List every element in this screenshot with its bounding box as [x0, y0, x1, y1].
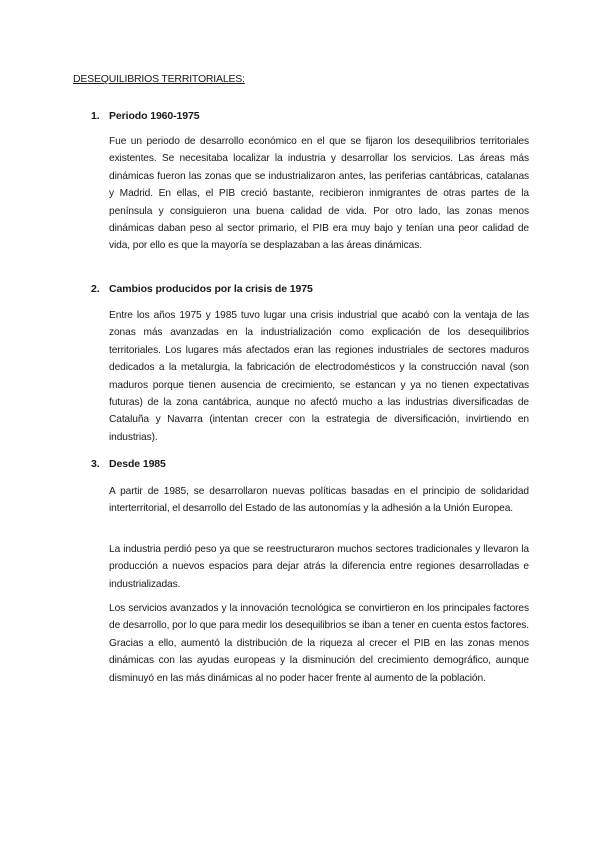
- section-2-title: Cambios producidos por la crisis de 1975: [109, 283, 313, 295]
- section-3-paragraph-1: A partir de 1985, se desarrollaron nuevas políticas basadas en el principio de solidaridad interterritorial, el desarrollo del Estado de las autonomías y la adhesión a la Unión Europea.: [109, 486, 529, 515]
- section-2-heading: [91, 283, 313, 295]
- section-1-title: Periodo 1960-1975: [109, 110, 200, 122]
- section-3-paragraph-2: La industria perdió peso ya que se reestructuraron muchos sectores tradicionales y llevaron la producción a nuevos espacios para dejar atrás la diferencia entre regiones desarrolladas e industrializadas.: [109, 544, 529, 590]
- document-title: DESEQUILIBRIOS TERRITORIALES:: [73, 73, 245, 85]
- section-2-paragraph-1: Entre los años 1975 y 1985 tuvo lugar una crisis industrial que acabó con la ventaja de las zonas más avanzadas en la industrialización como explicación de los desequilibrios territoriales. Los lugares más afectados eran las regiones industriales de sectores maduros dedicados a la metalurgia, la fabricación de electrodomésticos y la construcción naval (son maduros porque tienen ausencia de crecimiento, se estancan y ya no tienen expectativas futuras) de la zona cantábrica, aunque no afectó mucho a las industrias diversificadas de Cataluña y Navarra (intentan crecer con la estrategia de diversificación, invirtiendo en industrias).: [109, 310, 529, 443]
- section-3-number: 3.: [91, 458, 100, 470]
- section-1-heading: [91, 110, 200, 122]
- section-3-title: Desde 1985: [109, 458, 166, 470]
- section-1-number: 1.: [91, 110, 100, 122]
- section-1-paragraph-1: Fue un periodo de desarrollo económico en el que se fijaron los desequilibrios territoriales existentes. Se necesitaba localizar la industria y desarrollar los servicios. Las áreas más dinámicas fueron las zonas que se industrializaron antes, las periferias cantábricas, catalanas y Madrid. En ellas, el PIB creció bastante, recibieron inmigrantes de otras partes de la península y consiguieron una buena calidad de vida. Por otro lado, las zonas menos dinámicas daban peso al sector primario, el PIB era muy bajo y tenían una peor calidad de vida, por ello es que la mayoría se desplazaban a las áreas dinámicas.: [109, 136, 529, 252]
- section-2-number: 2.: [91, 283, 100, 295]
- section-3-heading: [91, 458, 166, 470]
- section-3-paragraph-3: Los servicios avanzados y la innovación tecnológica se convirtieron en los principales factores de desarrollo, por lo que para medir los desequilibrios se iban a tener en cuenta estos factores. Gracias a ello, aumentó la distribución de la riqueza al crecer el PIB en las zonas menos dinámicas con las ayudas europeas y la disminución del crecimiento demográfico, aunque disminuyó en las más dinámicas al no poder hacer frente al aumento de la población.: [109, 603, 529, 684]
